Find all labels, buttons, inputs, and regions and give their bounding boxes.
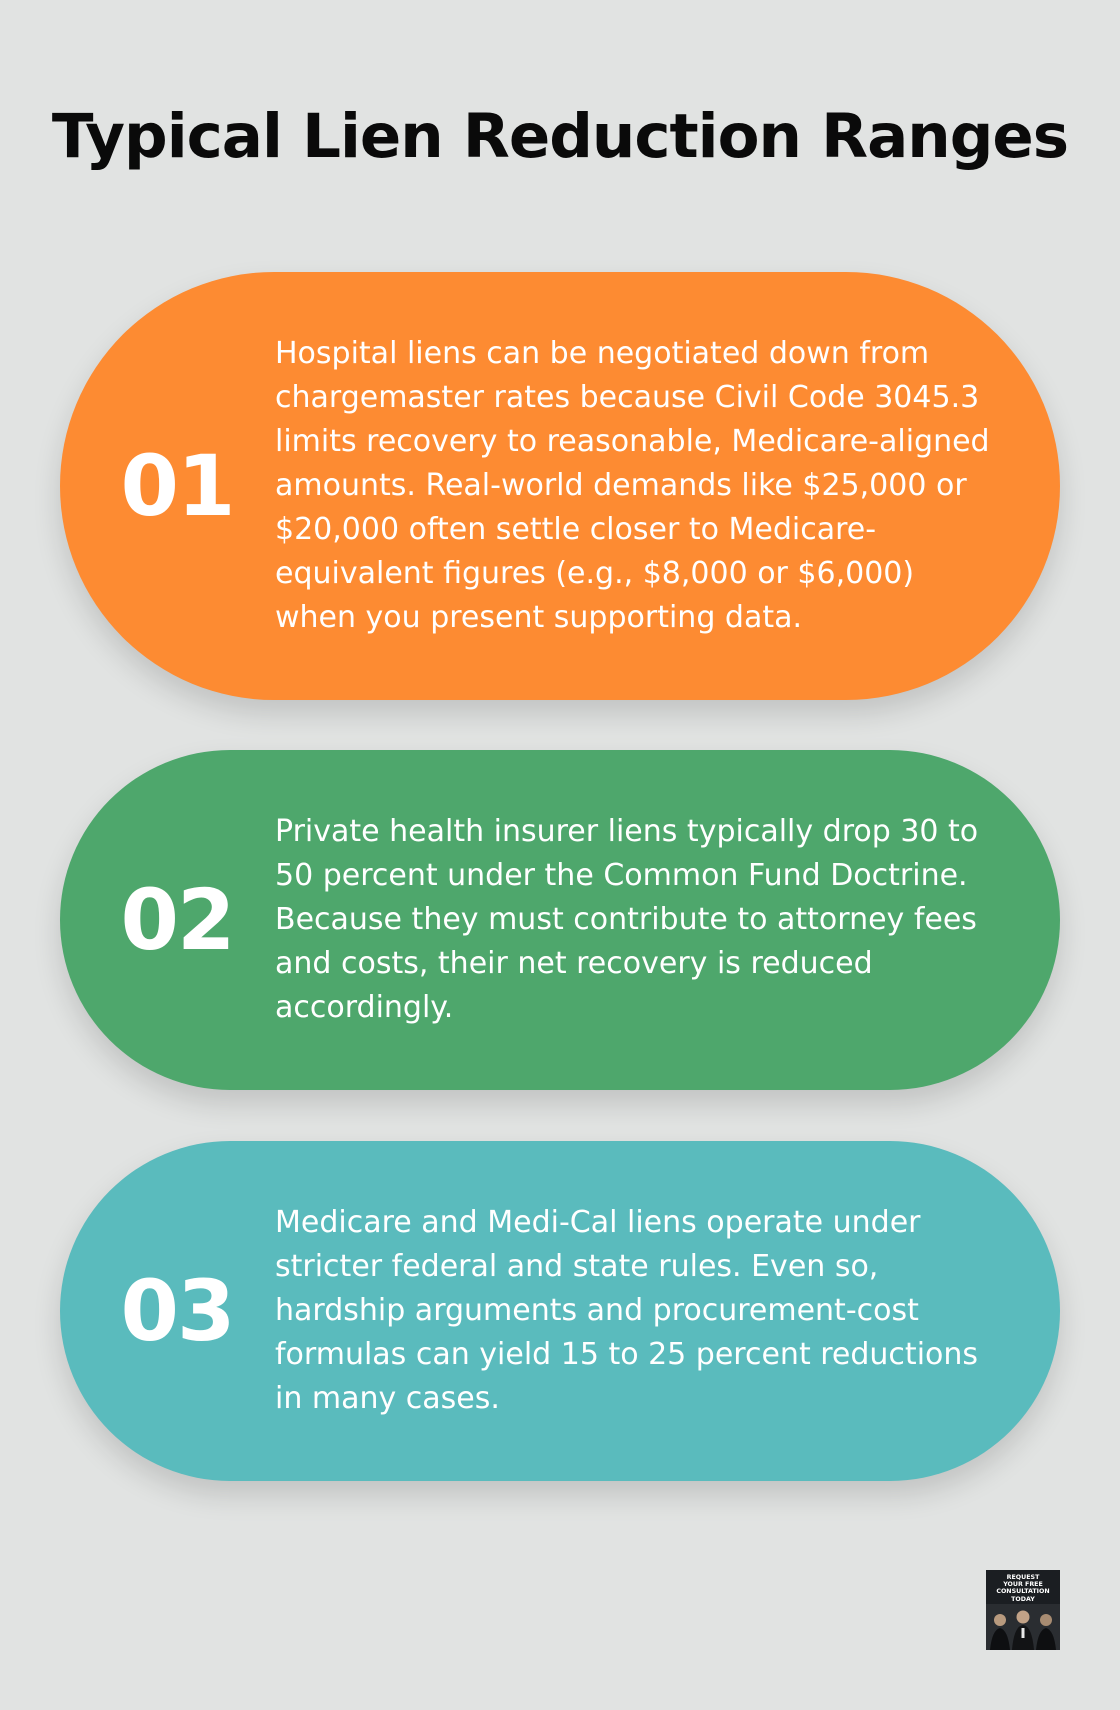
item-text: Medicare and Medi-Cal liens operate under stricter federal and state rules. Even so, hardship arguments and procurement-cost formulas can yield 15 to 25 percent reductions in many cases. <box>275 1205 979 1416</box>
item-text: Hospital liens can be negotiated down from chargemaster rates because Civil Code 3045.3 limits recovery to reasonable, Medicare-aligned amounts. Real-world demands like $25,000 or $20,000 often settle closer to Medicare-equivalent figures (e.g., $8,000 or $6,000) when you present supporting data. <box>275 336 990 635</box>
list-item-card-1 <box>60 272 1060 700</box>
item-number: 02 <box>120 871 234 969</box>
consultation-badge[interactable] <box>986 1570 1060 1650</box>
page-title: Typical Lien Reduction Ranges <box>51 101 1069 172</box>
list-item-card-2 <box>60 750 1060 1090</box>
badge-label: REQUEST YOUR FREE CONSULTATION TODAY <box>996 1574 1050 1603</box>
attorneys-photo-icon <box>986 1604 1060 1650</box>
item-text: Private health insurer liens typically drop 30 to 50 percent under the Common Fund Doctrine. Because they must contribute to attorney fees and costs, their net recovery is reduced accordingly. <box>275 814 979 1025</box>
item-number: 01 <box>120 437 234 535</box>
item-number: 03 <box>120 1262 234 1360</box>
list-item-card-3 <box>60 1141 1060 1481</box>
